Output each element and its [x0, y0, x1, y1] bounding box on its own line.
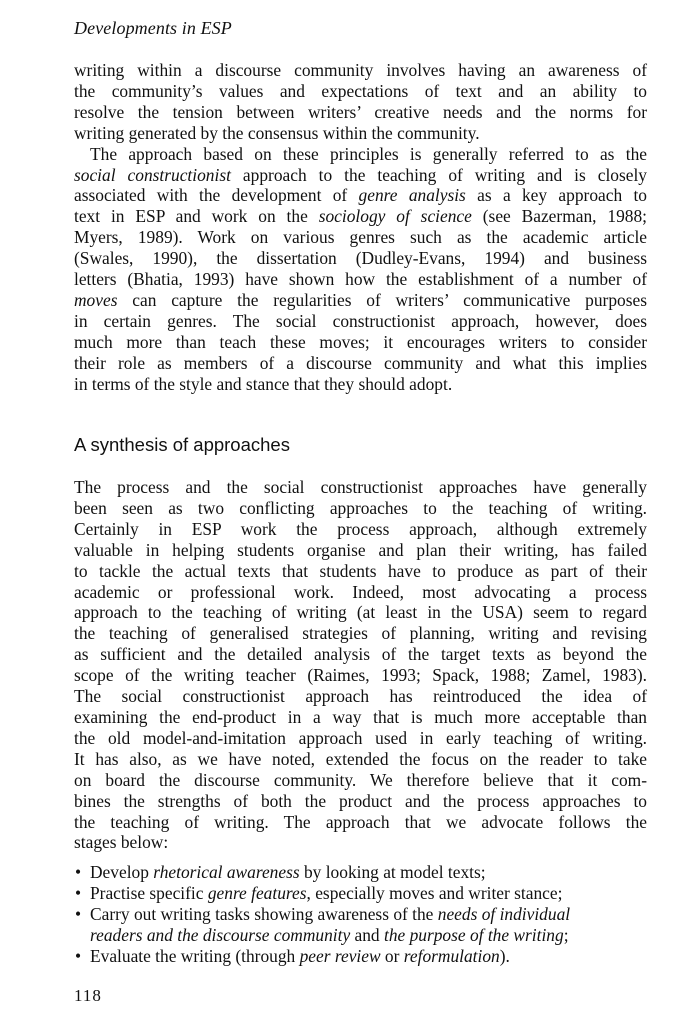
list-item [74, 904, 647, 946]
text-line: to tackle the actual texts that students have to produce as part of their [74, 560, 647, 581]
emphasis: peer review [299, 945, 381, 966]
body-text-top [74, 60, 647, 395]
text-line: the old model-and-imitation approach used in early teaching of writing. [74, 727, 647, 748]
text-line: Myers, 1989). Work on various genres such as the academic article [74, 227, 647, 248]
text-line: The social constructionist approach has reintroduced the idea of [74, 686, 647, 707]
text-run: , especially moves and writer stance; [306, 882, 563, 903]
text-run: ; [563, 924, 569, 945]
text-line [74, 165, 647, 186]
running-head: Developments in ESP [74, 18, 232, 38]
text-line: The process and the social constructionist approaches have generally [74, 477, 647, 497]
text-line: approach to the teaching of writing (at least in the USA) seem to regard [74, 602, 647, 623]
list-item [74, 946, 647, 967]
emphasis: the purpose of the writing [383, 924, 564, 945]
emphasis: rhetorical awareness [153, 862, 300, 882]
text-line: It has also, as we have noted, extended the focus on the reader to take [74, 748, 647, 769]
text-run: as a key approach to [465, 185, 647, 206]
text-run: or [380, 945, 404, 966]
text-line: The approach based on these principles is generally referred to as the [90, 143, 647, 164]
text-line: (Swales, 1990), the dissertation (Dudley-Evans, 1994) and business [74, 248, 647, 269]
emphasis: social constructionist [74, 164, 231, 185]
text-run: (see Bazerman, 1988; [471, 206, 647, 227]
text-run: and [350, 924, 384, 945]
text-line: writing generated by the consensus within the community. [74, 122, 480, 143]
text-line: stages below: [74, 832, 169, 853]
emphasis: reformulation [403, 945, 500, 966]
text-run: approach to the teaching of writing and is closely [230, 164, 647, 185]
text-run: associated with the development of [74, 185, 359, 206]
text-line: bines the strengths of both the product and the process approaches to [74, 790, 647, 811]
text-line: been seen as two conflicting approaches to the teaching of writing. [74, 497, 647, 518]
text-line: valuable in helping students organise and plan their writing, has failed [74, 539, 647, 560]
text-run: Carry out writing tasks showing awareness of the [90, 903, 438, 924]
text-line: in terms of the style and stance that they should adopt. [74, 373, 453, 394]
text-line: Certainly in ESP work the process approach, although extremely [74, 518, 647, 539]
text-run: Develop [90, 862, 154, 882]
text-line: letters (Bhatia, 1993) have shown how the establishment of a number of [74, 269, 647, 290]
section-heading: A synthesis of approaches [74, 434, 290, 455]
text-line: the teaching of writing. The approach that we advocate follows the [74, 811, 647, 832]
bullet-icon: • [75, 862, 82, 882]
text-run: by looking at model texts; [299, 862, 486, 882]
text-run: Practise specific [90, 882, 208, 903]
text-line: much more than teach these moves; it encourages writers to consider [74, 331, 647, 352]
text-line: the teaching of generalised strategies of planning, writing and revising [74, 623, 647, 644]
text-line: academic or professional work. Indeed, most advocating a process [74, 581, 647, 602]
text-line: on board the discourse community. We therefore believe that it com- [74, 769, 647, 790]
list-item [74, 862, 647, 883]
text-line [90, 925, 647, 946]
bullet-icon: • [75, 945, 82, 966]
text-line: examining the end-product in a way that is much more acceptable than [74, 706, 647, 727]
emphasis: moves [74, 289, 118, 310]
text-run: can capture the regularities of writers’ communicative purposes [117, 289, 647, 310]
text-run: ). [499, 945, 510, 966]
text-line: their role as members of a discourse community and what this implies [74, 352, 647, 373]
bullet-icon: • [75, 882, 82, 903]
list-item [74, 883, 647, 904]
emphasis: genre analysis [358, 185, 466, 206]
text-run: text in ESP and work on the [74, 206, 319, 227]
text-line: in certain genres. The social constructionist approach, however, does [74, 310, 647, 331]
emphasis: sociology of science [318, 206, 472, 227]
emphasis: genre features [207, 882, 307, 903]
emphasis: readers and the discourse community [90, 924, 351, 945]
text-line [74, 290, 647, 311]
text-line [74, 185, 647, 206]
emphasis: needs of individual [437, 903, 571, 924]
text-line: scope of the writing teacher (Raimes, 1993; Spack, 1988; Zamel, 1983). [74, 665, 647, 686]
body-text-synthesis [74, 477, 647, 853]
text-run: Evaluate the writing (through [90, 945, 300, 966]
text-line: writing within a discourse community involves having an awareness of [74, 60, 647, 80]
bullet-icon: • [75, 903, 82, 924]
text-line [74, 206, 647, 227]
text-line: the community’s values and expectations of text and an ability to [74, 80, 647, 101]
text-line: as sufficient and the detailed analysis of the target texts as beyond the [74, 644, 647, 665]
stages-list [74, 862, 647, 967]
text-line: resolve the tension between writers’ creative needs and the norms for [74, 101, 647, 122]
page-number: 118 [74, 986, 102, 1005]
